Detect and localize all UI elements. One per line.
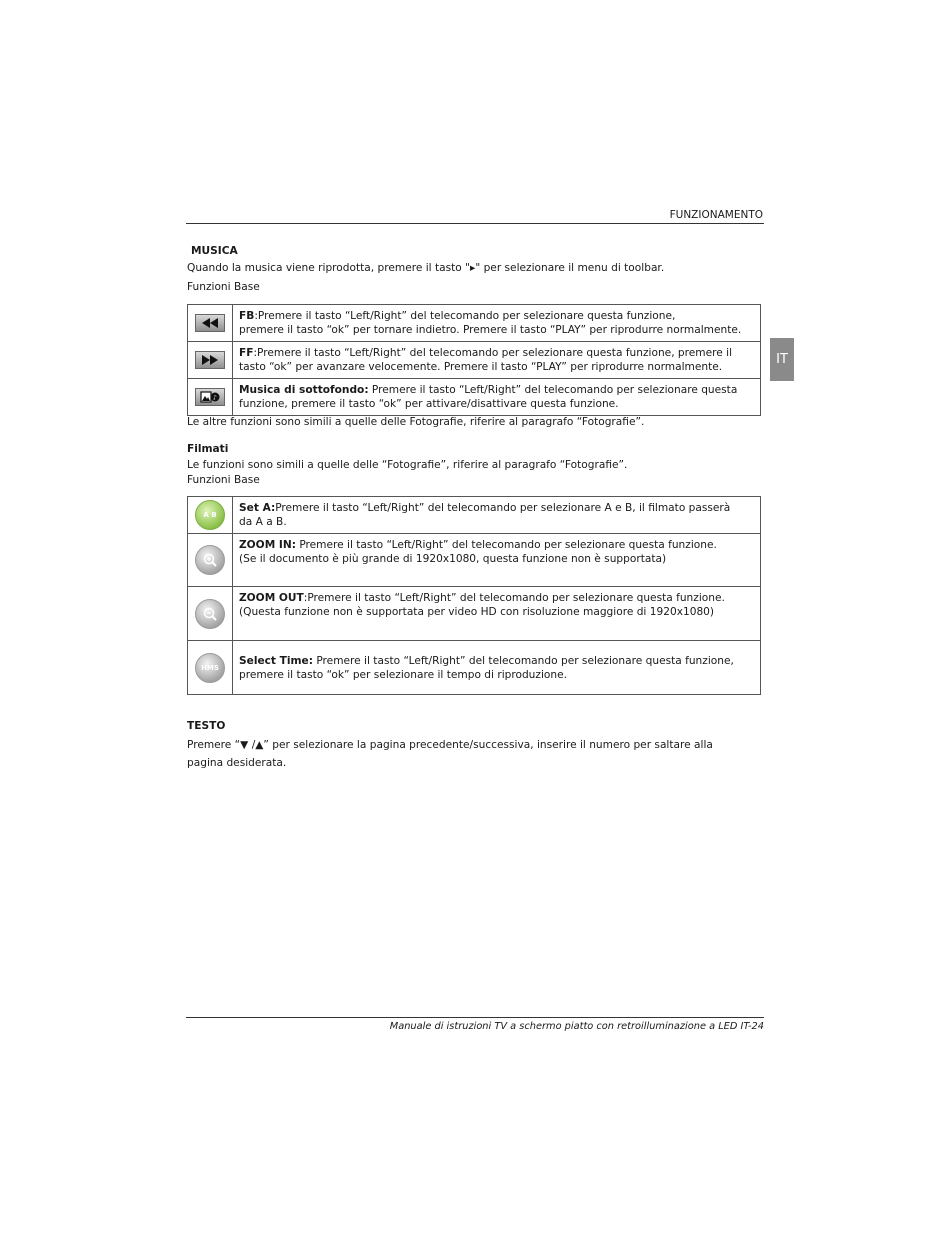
icon-cell	[188, 641, 233, 695]
zoom-out-icon	[195, 599, 225, 629]
select-time-label: HMS	[201, 663, 219, 672]
musica-intro: Quando la musica viene riprodotta, premere il tasto "▸" per selezionare il menu di toolbar.	[187, 262, 665, 274]
function-text: Premere il tasto “Left/Right” del telecomando per selezionare questa funzione,	[312, 654, 734, 667]
function-text-cont: (Questa funzione non è supportata per video HD con risoluzione maggiore di 1920x1080)	[239, 606, 715, 618]
function-term: Musica di sottofondo:	[239, 384, 369, 396]
function-term: FF	[239, 347, 254, 359]
function-term: Select Time:	[239, 654, 313, 667]
function-text: :Premere il tasto “Left/Right” del telecomando per selezionare questa funzione, premere il	[253, 347, 733, 359]
function-term: Set A:	[239, 502, 276, 514]
function-description	[233, 534, 761, 587]
filmati-subheading: Funzioni Base	[187, 474, 260, 486]
function-text: :Premere il tasto “Left/Right” del telecomando per selezionare questa funzione.	[303, 592, 725, 604]
musica-functions-table	[187, 304, 761, 416]
table-row	[188, 379, 761, 416]
function-text: Premere il tasto “Left/Right” del telecomando per selezionare A e B, il filmato passerà	[275, 502, 731, 514]
photo-music-icon	[195, 388, 225, 406]
function-description	[233, 305, 761, 342]
function-text-cont: tasto “ok” per avanzare velocemente. Premere il tasto “PLAY” per riprodurre normalmente.	[239, 361, 723, 373]
zoom-in-icon	[195, 545, 225, 575]
function-text-cont: funzione, premere il tasto “ok” per attivare/disattivare questa funzione.	[239, 398, 619, 410]
table-row	[188, 305, 761, 342]
function-text-cont: premere il tasto “ok” per tornare indietro. Premere il tasto “PLAY” per riprodurre normalmente.	[239, 324, 742, 336]
footer-text: Manuale di istruzioni TV a schermo piatto con retroilluminazione a LED IT-24	[389, 1021, 764, 1032]
section-title: FUNZIONAMENTO	[669, 209, 763, 221]
icon-cell	[188, 497, 233, 534]
musica-note: Le altre funzioni sono simili a quelle delle Fotografie, riferire al paragrafo “Fotografie”.	[187, 416, 645, 428]
function-text-cont: da A a B.	[239, 516, 287, 528]
function-text-cont: (Se il documento è più grande di 1920x1080, questa funzione non è supportata)	[239, 553, 667, 565]
filmati-functions-table	[187, 496, 761, 695]
function-description	[233, 641, 761, 695]
function-description	[233, 587, 761, 641]
rewind-icon	[195, 314, 225, 332]
function-term: ZOOM IN:	[239, 539, 296, 551]
icon-cell	[188, 534, 233, 587]
testo-line-1: Premere “▼ /▲” per selezionare la pagina precedente/successiva, inserire il numero per saltare alla	[187, 739, 713, 751]
fast-forward-icon	[195, 351, 225, 369]
testo-line-2: pagina desiderata.	[187, 757, 287, 769]
icon-cell	[188, 342, 233, 379]
table-row	[188, 587, 761, 641]
musica-subheading: Funzioni Base	[187, 281, 260, 293]
function-text: :Premere il tasto “Left/Right” del telecomando per selezionare questa funzione,	[254, 310, 676, 322]
filmati-intro: Le funzioni sono simili a quelle delle “Fotografie”, riferire al paragrafo “Fotografie”.	[187, 459, 628, 471]
table-row	[188, 534, 761, 587]
select-time-icon	[195, 653, 225, 683]
language-tab: IT	[770, 338, 794, 381]
svg-text:♪: ♪	[213, 394, 217, 401]
icon-cell	[188, 379, 233, 416]
ab-repeat-icon	[195, 500, 225, 530]
function-text: Premere il tasto “Left/Right” del telecomando per selezionare questa funzione.	[295, 539, 717, 551]
footer-rule	[186, 1017, 764, 1018]
function-text: Premere il tasto “Left/Right” del telecomando per selezionare questa	[368, 384, 738, 396]
icon-cell	[188, 305, 233, 342]
table-row	[188, 641, 761, 695]
function-description	[233, 342, 761, 379]
icon-cell	[188, 587, 233, 641]
header-rule	[186, 223, 764, 224]
function-term: FB	[239, 310, 255, 322]
function-description	[233, 379, 761, 416]
function-description	[233, 497, 761, 534]
musica-heading: MUSICA	[191, 245, 238, 257]
function-term: ZOOM OUT	[239, 592, 304, 604]
table-row	[188, 497, 761, 534]
function-text-cont: premere il tasto “ok” per selezionare il tempo di riproduzione.	[239, 668, 567, 681]
filmati-heading: Filmati	[187, 443, 229, 455]
ab-repeat-label: A B	[203, 511, 217, 519]
table-row	[188, 342, 761, 379]
testo-heading: TESTO	[187, 720, 226, 732]
